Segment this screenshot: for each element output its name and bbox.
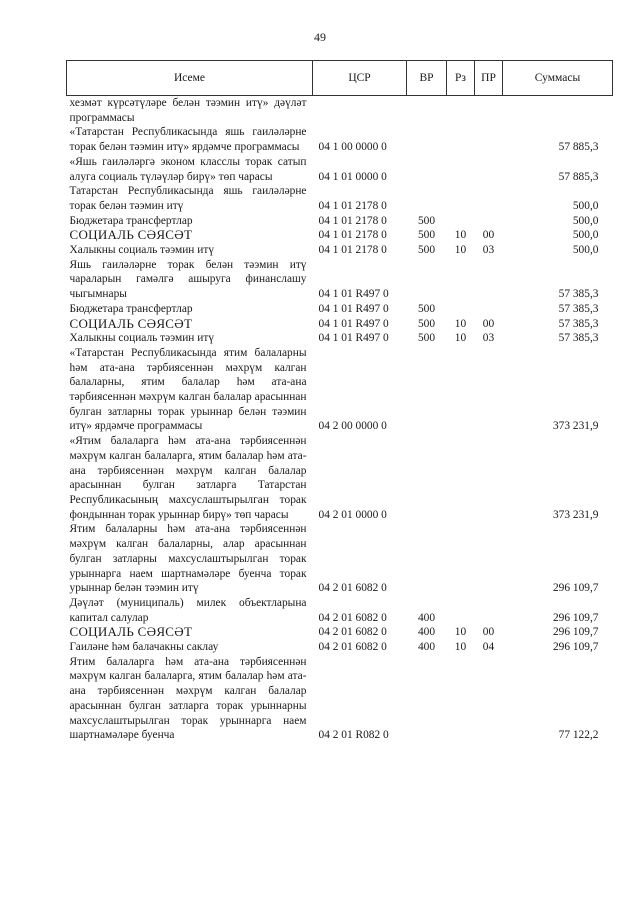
cell-csr: 04 1 00 0000 0 xyxy=(318,141,387,154)
cell-csr: 04 2 01 6082 0 xyxy=(318,611,387,624)
cell-rz xyxy=(447,302,475,317)
cell-vr xyxy=(407,346,447,434)
cell-name: СОЦИАЛЬ СӘЯСӘТ xyxy=(69,315,193,331)
cell-name: СОЦИАЛЬ СӘЯСӘТ xyxy=(69,227,193,243)
cell-pr xyxy=(475,125,503,154)
cell-name: Халыкны социаль тәэмин итү xyxy=(69,332,215,345)
cell-vr xyxy=(407,655,447,743)
cell-vr: 400 xyxy=(417,611,436,624)
cell-rz xyxy=(447,184,475,213)
table-row xyxy=(67,331,613,346)
table-row xyxy=(67,155,613,184)
cell-pr: 03 xyxy=(482,332,495,345)
table-row xyxy=(67,346,613,434)
cell-vr xyxy=(407,258,447,302)
table-row xyxy=(67,125,613,154)
table-row xyxy=(67,625,613,640)
cell-rz: 10 xyxy=(454,641,467,654)
cell-sum: 57 385,3 xyxy=(558,332,599,345)
budget-table xyxy=(66,60,613,743)
cell-vr xyxy=(407,155,447,184)
table-row xyxy=(67,302,613,317)
cell-name: Ятим балаларга һәм ата-ана тәрбиясеннән мәхрүм калган балаларга, ятим балалар һәм ата-ана тәрбиясеннән мәхрүм калган балалар арасыннан булган затларга торак урыннарны махсуслаштырылган торак урыннарга наем шартнамәләре буенча xyxy=(69,655,307,742)
cell-rz xyxy=(447,596,475,625)
cell-sum: 57 885,3 xyxy=(558,141,599,154)
cell-name: Яшь гаиләләрне торак белән тәэмин итү чараларын гамәлгә ашыруга финанслашу чыгымнары xyxy=(69,258,307,301)
cell-sum: 296 109,7 xyxy=(552,641,599,654)
cell-csr: 04 2 01 6082 0 xyxy=(318,626,387,639)
cell-vr xyxy=(407,125,447,154)
cell-vr xyxy=(407,434,447,522)
cell-pr xyxy=(475,655,503,743)
cell-vr: 400 xyxy=(417,626,436,639)
header-name: Исеме xyxy=(67,61,313,96)
cell-pr xyxy=(475,596,503,625)
table-body xyxy=(67,96,613,743)
cell-csr: 04 2 01 0000 0 xyxy=(318,508,387,521)
cell-pr xyxy=(475,155,503,184)
cell-name: Бюджетара трансфертлар xyxy=(69,302,193,315)
cell-csr: 04 1 01 2178 0 xyxy=(318,199,387,212)
cell-pr: 00 xyxy=(482,229,495,242)
table-row xyxy=(67,640,613,655)
table-row xyxy=(67,243,613,258)
cell-csr: 04 1 01 2178 0 xyxy=(318,229,387,242)
cell-rz xyxy=(447,258,475,302)
table-row xyxy=(67,228,613,243)
cell-name: «Татарстан Республикасында яшь гаиләләрне торак белән тәэмин итү» ярдәмче программасы xyxy=(69,126,307,154)
cell-rz: 10 xyxy=(454,332,467,345)
cell-csr: 04 2 00 0000 0 xyxy=(318,420,387,433)
cell-rz xyxy=(447,522,475,596)
cell-vr: 500 xyxy=(417,244,436,257)
cell-pr xyxy=(475,184,503,213)
cell-vr: 500 xyxy=(417,317,436,330)
cell-pr xyxy=(475,258,503,302)
cell-csr xyxy=(313,96,407,126)
cell-pr xyxy=(475,346,503,434)
cell-sum: 77 122,2 xyxy=(558,729,599,742)
cell-csr: 04 1 01 2178 0 xyxy=(318,214,387,227)
cell-csr: 04 1 01 R497 0 xyxy=(318,332,389,345)
cell-pr xyxy=(475,434,503,522)
header-vr: ВР xyxy=(407,61,447,96)
cell-rz: 10 xyxy=(454,317,467,330)
cell-name: СОЦИАЛЬ СӘЯСӘТ xyxy=(69,624,193,640)
cell-name: «Яшь гаиләләргә эконом класслы торак сатып алуга социаль түләүләр бирү» төп чарасы xyxy=(69,155,307,183)
cell-csr: 04 1 01 0000 0 xyxy=(318,170,387,183)
cell-rz xyxy=(447,655,475,743)
cell-vr xyxy=(407,184,447,213)
cell-sum: 500,0 xyxy=(572,214,599,227)
cell-rz xyxy=(447,214,475,229)
cell-sum: 500,0 xyxy=(572,229,599,242)
cell-sum: 57 385,3 xyxy=(558,288,599,301)
cell-pr xyxy=(475,302,503,317)
cell-pr xyxy=(475,522,503,596)
cell-name: «Татарстан Республикасында ятим балаларны һәм ата-ана тәрбиясеннән мәхрүм калган балаларны, ятим балалар һәм ата-ана тәрбиясеннән мәхрүм калган балалар арасыннан булган затларны торак урыннар белән тәэмин итү» ярдәмче программасы xyxy=(69,346,307,433)
cell-name: «Ятим балаларга һәм ата-ана тәрбиясеннән мәхрүм калган балаларга, ятим балалар һәм ата-ана тәрбиясеннән мәхрүм калган балалар арасыннан булган затларга Татарстан Республикасының махсуслаштырылган торак фондыннан торак урыннар бирү» төп чарасы xyxy=(69,435,307,521)
header-sum: Суммасы xyxy=(503,61,613,96)
cell-sum: 296 109,7 xyxy=(552,611,599,624)
table-row xyxy=(67,96,613,126)
header-pr: ПР xyxy=(475,61,503,96)
cell-csr: 04 1 01 R497 0 xyxy=(318,288,389,301)
cell-rz: 10 xyxy=(454,626,467,639)
table-row xyxy=(67,596,613,625)
cell-rz xyxy=(447,155,475,184)
cell-pr: 00 xyxy=(482,317,495,330)
table-row xyxy=(67,522,613,596)
cell-sum: 373 231,9 xyxy=(552,508,599,521)
cell-rz xyxy=(447,346,475,434)
table-row xyxy=(67,655,613,743)
cell-pr xyxy=(475,214,503,229)
cell-name: Ятим балаларны һәм ата-ана тәрбиясеннән мәхрүм калган балаларны, алар арасыннан булган затларны махсуслаштырылган торак урыннарга наем шартнамәләре буенча торак урыннар белән тәэмин итү xyxy=(69,523,307,595)
cell-csr: 04 2 01 6082 0 xyxy=(318,641,387,654)
cell-name: Дәүләт (муниципаль) милек объектларына капитал салулар xyxy=(69,596,307,624)
cell-rz xyxy=(447,434,475,522)
page-number: 49 xyxy=(314,30,326,44)
cell-sum: 57 385,3 xyxy=(558,302,599,315)
cell-vr: 500 xyxy=(417,229,436,242)
cell-sum: 57 885,3 xyxy=(558,170,599,183)
cell-rz xyxy=(447,125,475,154)
cell-sum: 373 231,9 xyxy=(552,420,599,433)
cell-name: Халыкны социаль тәэмин итү xyxy=(69,244,215,257)
cell-csr: 04 2 01 6082 0 xyxy=(318,582,387,595)
table-row xyxy=(67,317,613,332)
cell-rz: 10 xyxy=(454,244,467,257)
cell-rz xyxy=(447,96,475,126)
table-row xyxy=(67,184,613,213)
cell-sum: 57 385,3 xyxy=(558,317,599,330)
header-csr: ЦСР xyxy=(313,61,407,96)
cell-name: Бюджетара трансфертлар xyxy=(69,214,193,227)
cell-vr xyxy=(407,96,447,126)
cell-csr: 04 1 01 R497 0 xyxy=(318,302,389,315)
table-header xyxy=(67,61,613,96)
cell-name: Гаиләне һәм балачакны саклау xyxy=(69,641,219,654)
cell-sum xyxy=(503,96,613,126)
cell-vr xyxy=(407,522,447,596)
cell-pr xyxy=(475,96,503,126)
cell-sum: 296 109,7 xyxy=(552,582,599,595)
table-row xyxy=(67,258,613,302)
cell-csr: 04 2 01 R082 0 xyxy=(318,729,389,742)
cell-csr: 04 1 01 2178 0 xyxy=(318,244,387,257)
cell-pr: 03 xyxy=(482,244,495,257)
cell-name: хезмәт күрсәтүләре белән тәэмин итү» дәүләт программасы xyxy=(69,97,307,124)
cell-sum: 500,0 xyxy=(572,244,599,257)
cell-sum: 296 109,7 xyxy=(552,626,599,639)
cell-pr: 00 xyxy=(482,626,495,639)
cell-sum: 500,0 xyxy=(572,199,599,212)
cell-vr: 400 xyxy=(417,641,436,654)
cell-rz: 10 xyxy=(454,229,467,242)
header-rz: Рз xyxy=(447,61,475,96)
cell-vr: 500 xyxy=(417,302,436,315)
table-row xyxy=(67,214,613,229)
cell-csr: 04 1 01 R497 0 xyxy=(318,317,389,330)
cell-vr: 500 xyxy=(417,332,436,345)
cell-pr: 04 xyxy=(482,641,495,654)
cell-name: Татарстан Республикасында яшь гаиләләрне торак белән тәэмин итү xyxy=(69,185,307,212)
table-row xyxy=(67,434,613,522)
cell-vr: 500 xyxy=(417,214,436,227)
